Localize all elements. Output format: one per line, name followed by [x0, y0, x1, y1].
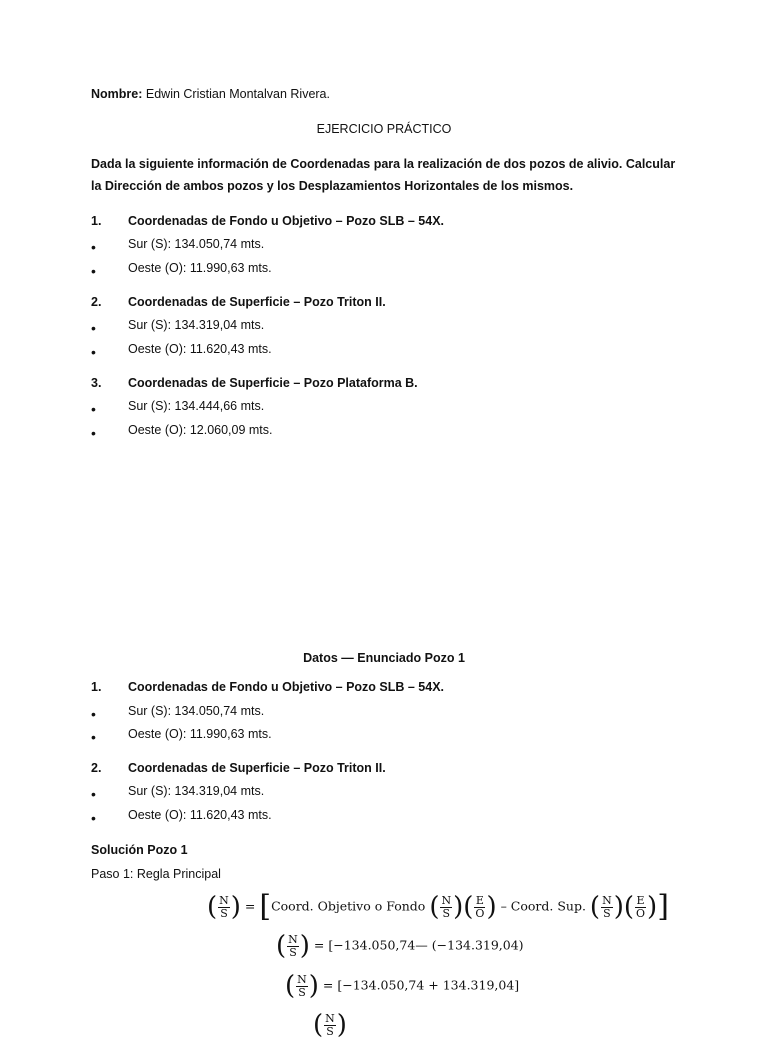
bullet-icon: • [91, 401, 96, 417]
list-number: 2. [91, 761, 102, 775]
list-item: Sur (S): 134.050,74 mts. [128, 237, 265, 251]
list-item: Sur (S): 134.444,66 mts. [128, 399, 265, 413]
list-item-title: Coordenadas de Superficie – Pozo Plataforma B. [128, 376, 418, 390]
list-number: 3. [91, 376, 102, 390]
list-item: Oeste (O): 11.990,63 mts. [128, 261, 272, 275]
bullet-icon: • [91, 344, 96, 360]
list-item: Oeste (O): 11.990,63 mts. [128, 727, 272, 741]
bullet-icon: • [91, 729, 96, 745]
equation-simplified: ( $\frac{N}{S}$ ) = [−134.050,74 + 134.319,04] [285, 971, 520, 1001]
bullet-icon: • [91, 263, 96, 279]
bullet-icon: • [91, 706, 96, 722]
list-item-title: Coordenadas de Fondo u Objetivo – Pozo SLB – 54X. [128, 680, 445, 694]
list-item: Oeste (O): 11.620,43 mts. [128, 342, 272, 356]
bullet-icon: • [91, 786, 96, 802]
statement-line-2: la Dirección de ambos pozos y los Desplazamientos Horizontales de los mismos. [91, 179, 574, 193]
list-number: 2. [91, 295, 102, 309]
list-number: 1. [91, 680, 102, 694]
list-item: Oeste (O): 12.060,09 mts. [128, 423, 273, 437]
bullet-icon: • [91, 810, 96, 826]
list-item-title: Coordenadas de Superficie – Pozo Triton II. [128, 295, 386, 309]
list-item: Sur (S): 134.050,74 mts. [128, 704, 265, 718]
statement-line-1: Dada la siguiente información de Coordenadas para la realización de dos pozos de alivio. Calcular [91, 157, 676, 171]
bullet-icon: • [91, 425, 96, 441]
bullet-icon: • [91, 320, 96, 336]
author-line [91, 87, 330, 101]
name-value: Edwin Cristian Montalvan Rivera. [142, 87, 330, 101]
equation-main-rule: ( $\frac{N}{S}$ ) = [Coord. Objetivo o Fondo ( $\frac{N}{S}$ )( $\frac{E}{O}$ ) – Coord. Sup. ( $\frac{N}{S}$ )( $\frac{E}{O}$ )] [207, 889, 669, 924]
list-item-title: Coordenadas de Superficie – Pozo Triton II. [128, 761, 386, 775]
solution-title: Solución Pozo 1 [91, 843, 188, 857]
document-title: EJERCICIO PRÁCTICO [316, 122, 452, 136]
equation-substitution: ( $\frac{N}{S}$ ) = [−134.050,74— (−134.319,04) [276, 931, 524, 961]
list-item-title: Coordenadas de Fondo u Objetivo – Pozo SLB – 54X. [128, 214, 445, 228]
name-label: Nombre: [91, 87, 143, 101]
list-item: Oeste (O): 11.620,43 mts. [128, 808, 272, 822]
list-item: Sur (S): 134.319,04 mts. [128, 318, 265, 332]
step-label: Paso 1: Regla Principal [91, 867, 221, 881]
list-item: Sur (S): 134.319,04 mts. [128, 784, 265, 798]
equation-partial: ( $\frac{N}{S}$ ) [313, 1010, 347, 1040]
list-number: 1. [91, 214, 102, 228]
section-title: Datos — Enunciado Pozo 1 [303, 651, 465, 665]
bullet-icon: • [91, 239, 96, 255]
